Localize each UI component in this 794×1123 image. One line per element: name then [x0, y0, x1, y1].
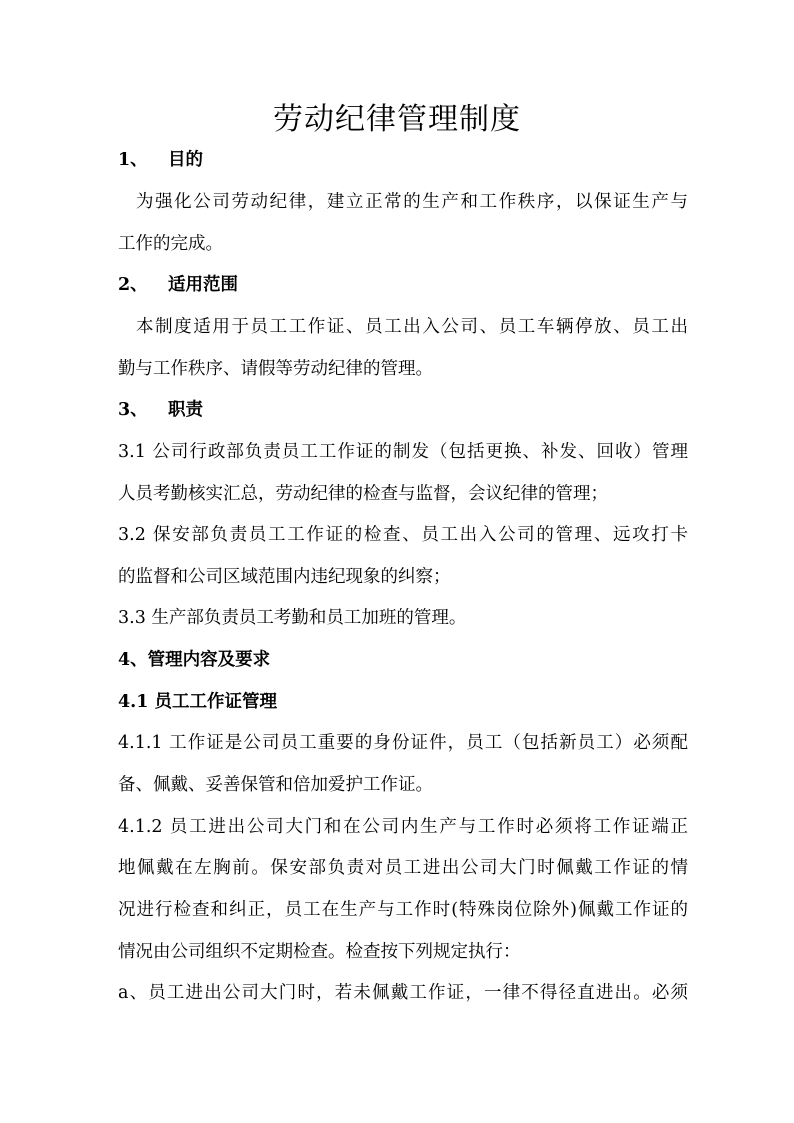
section-1-line-1: 为强化公司劳动纪律，建立正常的生产和工作秩序，以保证生产与	[136, 192, 688, 212]
section-2-number: 2、	[118, 275, 148, 295]
section-4-line-1: 4.1.1 工作证是公司员工重要的身份证件，员工（包括新员工）必须配	[118, 733, 688, 753]
section-1-number: 1、	[118, 150, 148, 170]
section-3-heading	[118, 398, 688, 422]
section-1-title: 目的	[168, 150, 203, 170]
section-2-line-2: 勤与工作秩序、请假等劳动纪律的管理。	[118, 359, 433, 379]
section-3-line-1: 3.1 公司行政部负责员工工作证的制发（包括更换、补发、回收）管理	[118, 442, 688, 462]
section-3-title: 职责	[168, 400, 203, 420]
section-3-line-3: 3.2 保安部负责员工工作证的检查、员工出入公司的管理、远攻打卡	[118, 525, 688, 545]
section-2-line-1: 本制度适用于员工工作证、员工出入公司、员工车辆停放、员工出	[136, 317, 688, 337]
section-3-number: 3、	[118, 400, 148, 420]
section-3-line-5: 3.3 生产部负责员工考勤和员工加班的管理。	[118, 608, 467, 628]
section-4-line-6: 情况由公司组织不定期检查。检查按下列规定执行：	[118, 942, 521, 962]
section-4-line-3: 4.1.2 员工进出公司大门和在公司内生产与工作时必须将工作证端正	[118, 817, 688, 837]
section-2-title: 适用范围	[168, 275, 238, 295]
section-4-1-heading: 4.1 员工工作证管理	[118, 692, 278, 712]
section-4-line-7: a、员工进出公司大门时，若未佩戴工作证，一律不得径直进出。必须	[118, 983, 688, 1003]
section-3-line-4: 的监督和公司区域范围内违纪现象的纠察；	[118, 567, 451, 587]
section-3-line-2: 人员考勤核实汇总，劳动纪律的检查与监督，会议纪律的管理；	[118, 484, 608, 504]
section-4-heading: 4、管理内容及要求	[118, 650, 271, 670]
section-4-line-4: 地佩戴在左胸前。保安部负责对员工进出公司大门时佩戴工作证的情	[118, 858, 688, 878]
section-4-line-5: 况进行检查和纠正，员工在生产与工作时(特殊岗位除外)佩戴工作证的	[118, 900, 688, 920]
section-1-heading	[118, 148, 688, 172]
section-2-heading	[118, 273, 688, 297]
document-title: 劳动纪律管理制度	[273, 102, 521, 137]
section-4-line-2: 备、佩戴、妥善保管和倍加爱护工作证。	[118, 775, 433, 795]
section-1-line-2: 工作的完成。	[118, 234, 223, 254]
